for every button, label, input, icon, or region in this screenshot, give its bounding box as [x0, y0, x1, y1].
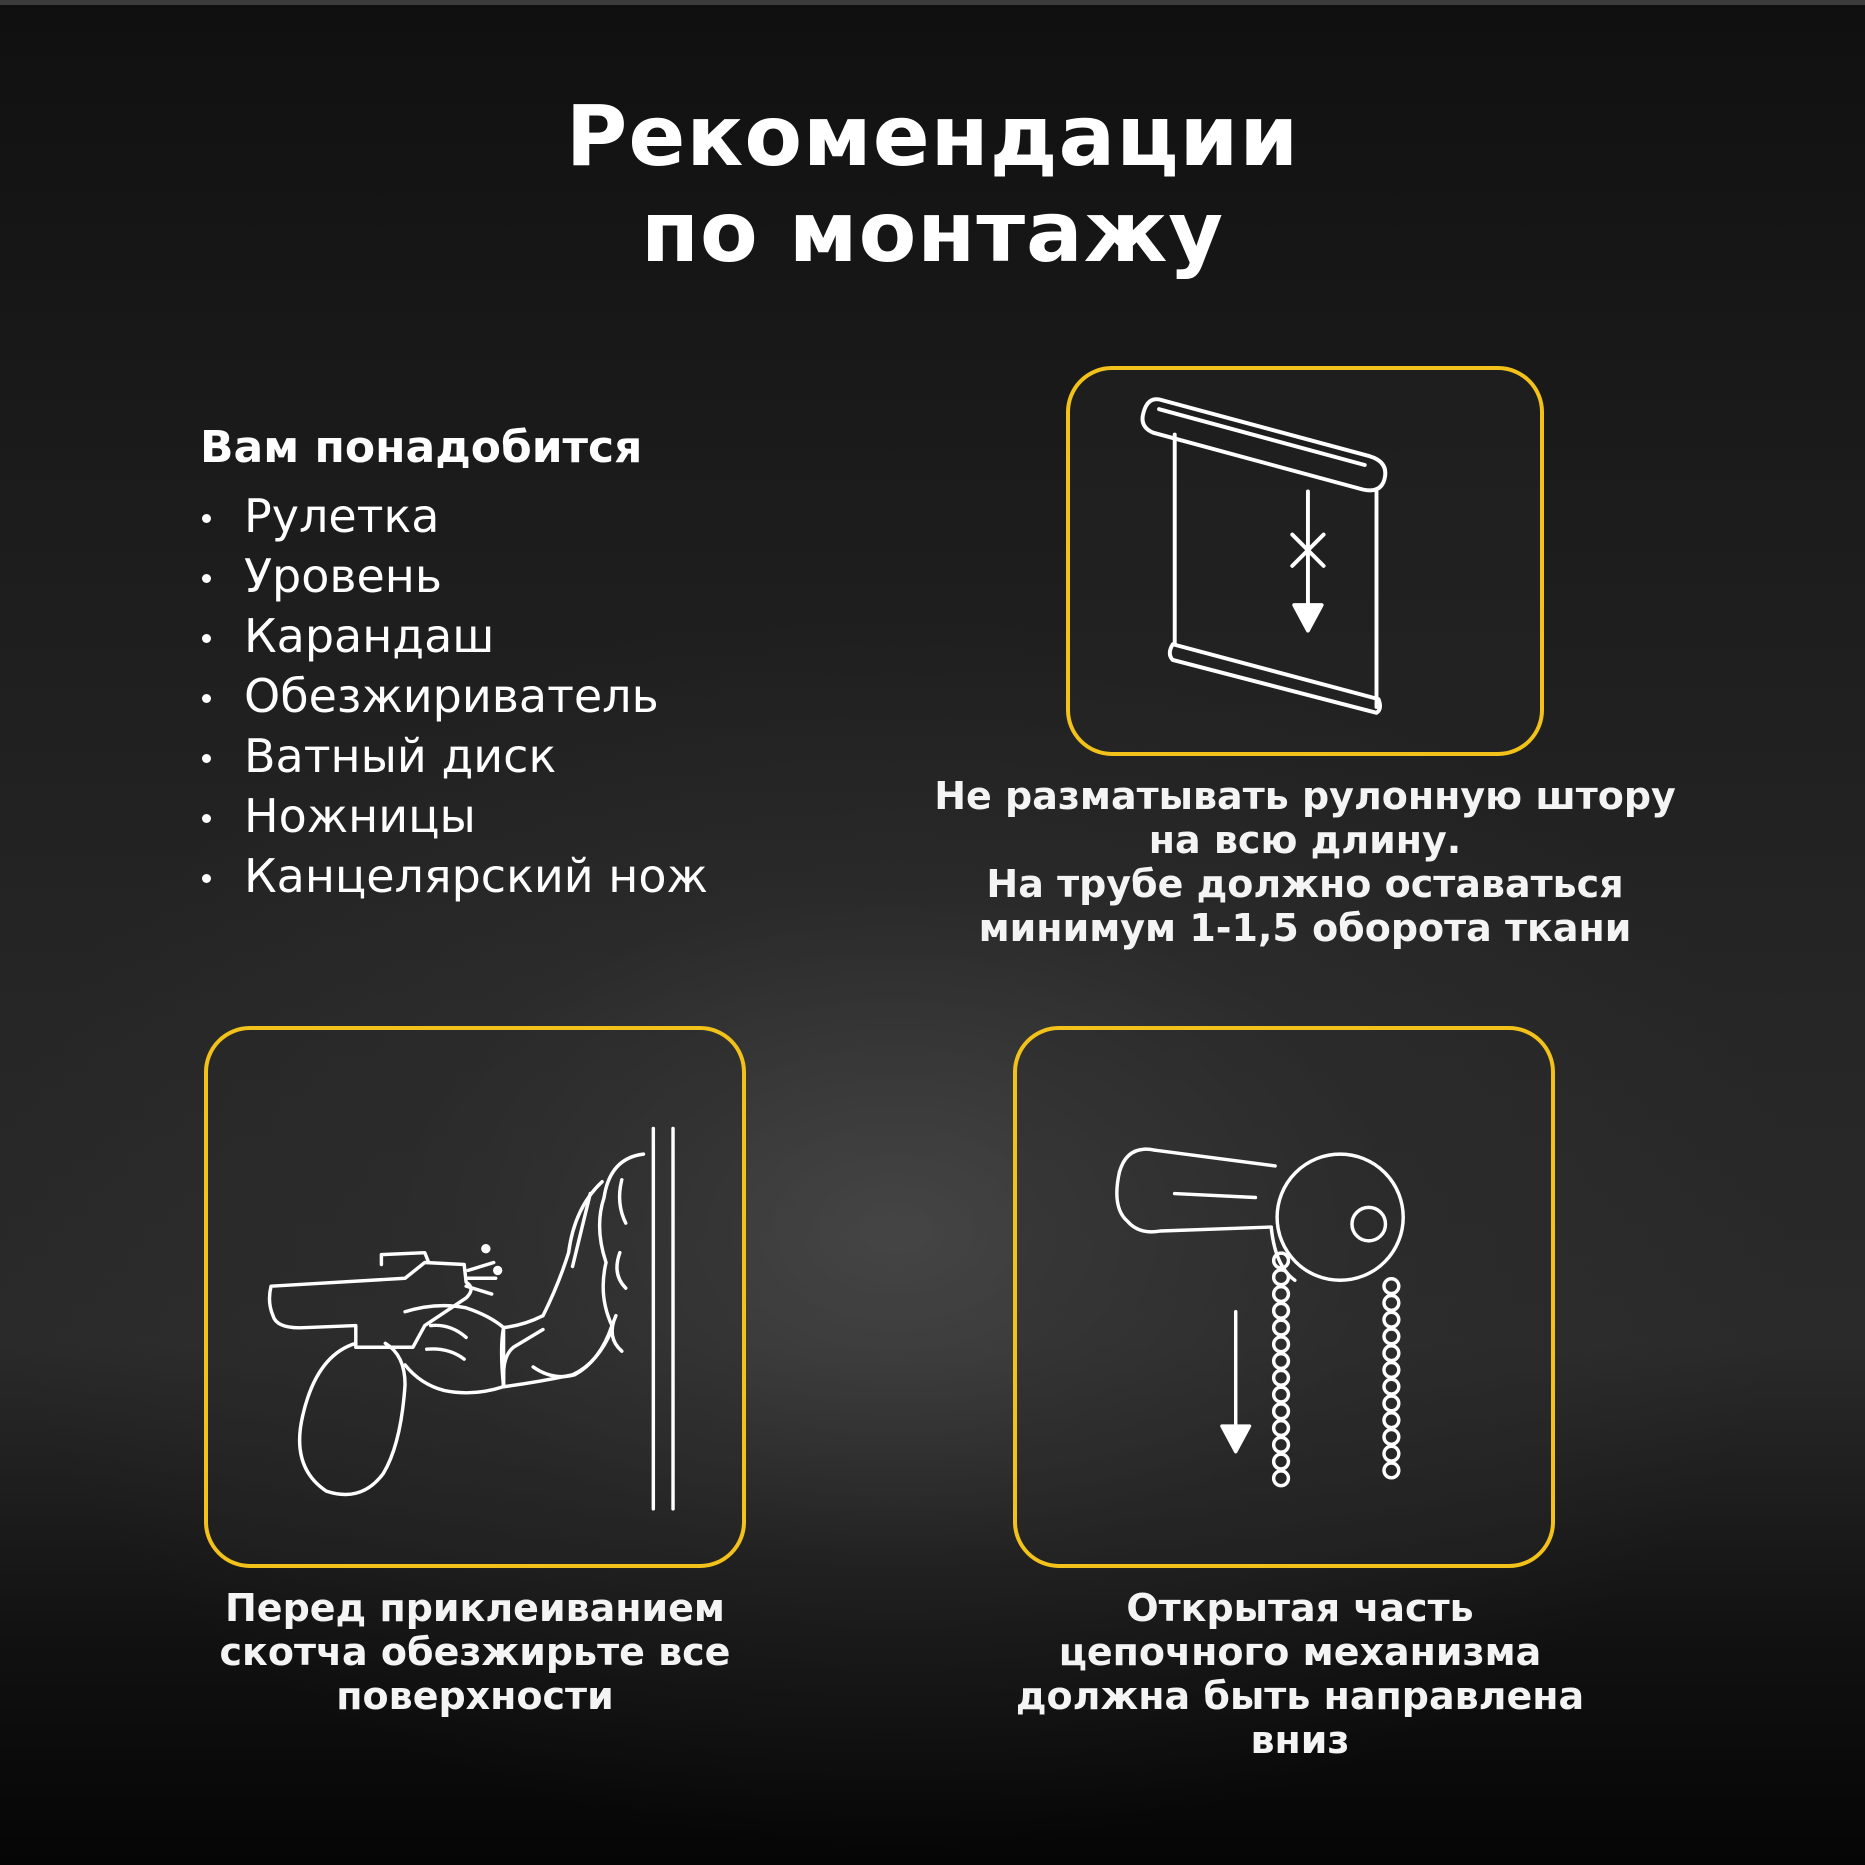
chain-bead: [1274, 1287, 1289, 1302]
chain-bead: [1384, 1279, 1399, 1294]
tools-list: [200, 486, 840, 906]
caption-degrease-line-1: Перед приклеиванием: [225, 1586, 725, 1630]
caption-chain-line-1: Открытая часть: [1126, 1586, 1474, 1630]
chain-bead: [1274, 1421, 1289, 1436]
caption-chain-line-2: цепочного механизма: [1058, 1630, 1542, 1674]
caption-roller-blind-line-3: На трубе должно оставаться: [986, 862, 1624, 906]
page-title: [0, 88, 1865, 280]
chain-bead: [1384, 1446, 1399, 1461]
chain-bead: [1274, 1454, 1289, 1469]
chain-bead: [1274, 1404, 1289, 1419]
chain-bead: [1274, 1354, 1289, 1369]
card-chain-mechanism: [1013, 1026, 1555, 1568]
chain-bead: [1274, 1387, 1289, 1402]
tools-section: [200, 420, 840, 906]
card-degrease: [204, 1026, 746, 1568]
chain-bead: [1384, 1363, 1399, 1378]
chain-bead: [1274, 1437, 1289, 1452]
tool-item-pencil: Карандаш: [200, 606, 840, 666]
caption-chain-line-4: вниз: [1250, 1718, 1350, 1762]
page-title-line-2: по монтажу: [640, 183, 1225, 281]
caption-chain-line-3: должна быть направлена: [1015, 1674, 1585, 1718]
chain-mechanism-icon: [1017, 1030, 1551, 1564]
chain-bead: [1274, 1270, 1289, 1285]
tool-item-tape-measure: Рулетка: [200, 486, 840, 546]
degrease-surface-icon: [208, 1030, 742, 1564]
tool-item-degreaser: Обезжириватель: [200, 666, 840, 726]
chain-bead: [1384, 1329, 1399, 1344]
caption-degrease-line-2: скотча обезжирьте все: [219, 1630, 731, 1674]
tool-item-utility-knife: Канцелярский нож: [200, 846, 840, 906]
right-chain: [1384, 1279, 1399, 1478]
card-roller-blind: [1066, 366, 1544, 756]
chain-bead: [1384, 1296, 1399, 1311]
left-chain: [1274, 1253, 1289, 1486]
chain-bead: [1274, 1303, 1289, 1318]
chain-bead: [1274, 1370, 1289, 1385]
caption-degrease: [160, 1586, 790, 1718]
chain-bead: [1384, 1312, 1399, 1327]
caption-roller-blind-line-2: на всю длину.: [1148, 818, 1462, 862]
tool-item-scissors: Ножницы: [200, 786, 840, 846]
tool-item-cotton-pad: Ватный диск: [200, 726, 840, 786]
roller-blind-icon: [1070, 370, 1540, 752]
tool-item-level: Уровень: [200, 546, 840, 606]
chain-bead: [1274, 1337, 1289, 1352]
chain-bead: [1384, 1379, 1399, 1394]
chain-bead: [1384, 1396, 1399, 1411]
page-title-line-1: Рекомендации: [565, 87, 1300, 185]
chain-bead: [1384, 1413, 1399, 1428]
top-divider: [0, 0, 1865, 5]
chain-bead: [1274, 1320, 1289, 1335]
chain-bead: [1384, 1346, 1399, 1361]
caption-chain-mechanism: [990, 1586, 1610, 1762]
caption-roller-blind-line-4: минимум 1-1,5 оборота ткани: [978, 906, 1632, 950]
caption-roller-blind: [900, 774, 1710, 950]
caption-roller-blind-line-1: Не разматывать рулонную штору: [934, 774, 1676, 818]
chain-bead: [1384, 1463, 1399, 1478]
chain-bead: [1384, 1430, 1399, 1445]
caption-degrease-line-3: поверхности: [336, 1674, 614, 1718]
chain-bead: [1274, 1471, 1289, 1486]
tools-heading: Вам понадобится: [200, 422, 643, 473]
